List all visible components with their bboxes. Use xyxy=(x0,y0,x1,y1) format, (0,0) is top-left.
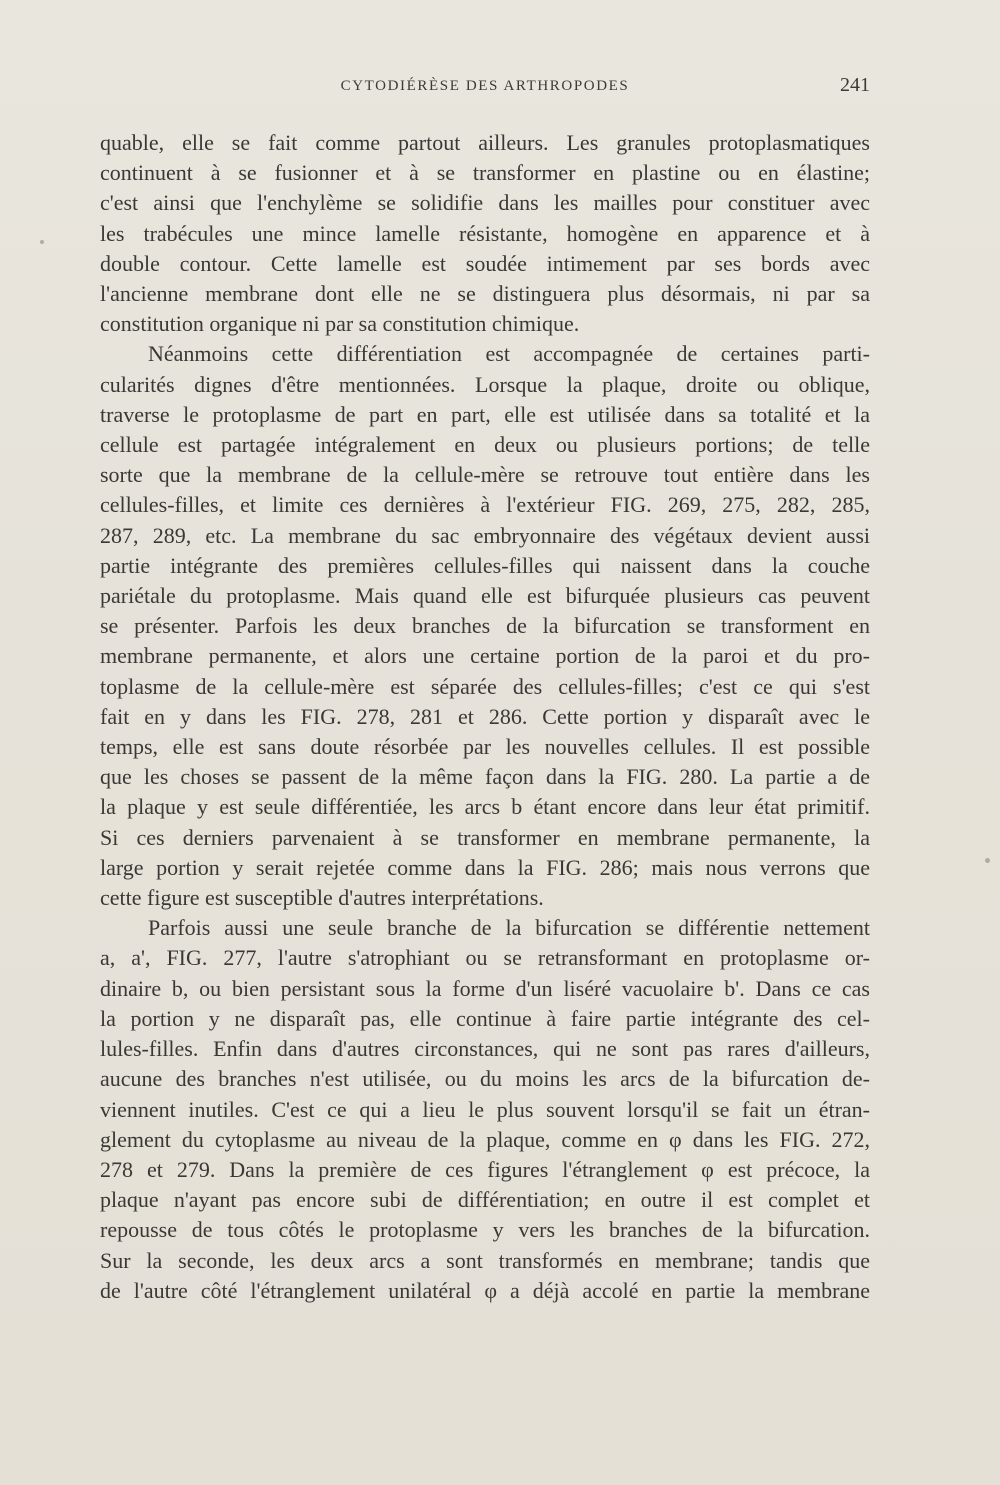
text-line: de l'autre côté l'étranglement unilatéral φ a déjà accolé en partie la membrane xyxy=(100,1277,870,1303)
text-line: c'est ainsi que l'enchylème se solidifie dans les mailles pour constituer avec xyxy=(100,190,870,216)
text-line: a, a', FIG. 277, l'autre s'atrophiant ou se retransformant en protoplasme or- xyxy=(100,945,870,971)
text-line: 287, 289, etc. La membrane du sac embryonnaire des végétaux devient aussi xyxy=(100,522,870,548)
paragraph-1 xyxy=(100,128,870,339)
text-line: cellule est partagée intégralement en deux ou plusieurs portions; de telle xyxy=(100,432,870,458)
running-title: CYTODIÉRÈSE DES ARTHROPODES xyxy=(340,78,630,94)
text-line: dinaire b, ou bien persistant sous la forme d'un liséré vacuolaire b'. Dans ce cas xyxy=(100,975,870,1001)
paragraph-2 xyxy=(100,339,870,913)
text-line: fait en y dans les FIG. 278, 281 et 286. Cette portion y disparaît avec le xyxy=(100,703,870,729)
text-line: repousse de tous côtés le protoplasme y vers les branches de la bifurcation. xyxy=(100,1217,870,1243)
text-line: que les choses se passent de la même façon dans la FIG. 280. La partie a de xyxy=(100,764,870,790)
text-line: viennent inutiles. C'est ce qui a lieu le plus souvent lorsqu'il se fait un étran- xyxy=(100,1096,870,1122)
body-text xyxy=(100,128,870,1306)
text-line: traverse le protoplasme de part en part, elle est utilisée dans sa totalité et la xyxy=(100,401,870,427)
text-line: Sur la seconde, les deux arcs a sont transformés en membrane; tandis que xyxy=(100,1247,870,1273)
page-number: 241 xyxy=(840,74,870,96)
text-line: l'ancienne membrane dont elle ne se distinguera plus désormais, ni par sa xyxy=(100,281,870,307)
text-line: pariétale du protoplasme. Mais quand elle est bifurquée plusieurs cas peuvent xyxy=(100,583,870,609)
text-line: aucune des branches n'est utilisée, ou du moins les arcs de la bifurcation de- xyxy=(100,1066,870,1092)
text-line: membrane permanente, et alors une certaine portion de la paroi et du pro- xyxy=(100,643,870,669)
paragraph-3 xyxy=(100,913,870,1306)
text-line: cellules-filles, et limite ces dernières à l'extérieur FIG. 269, 275, 282, 285, xyxy=(100,492,870,518)
text-line: la portion y ne disparaît pas, elle continue à faire partie intégrante des cel- xyxy=(100,1005,870,1031)
text-line: toplasme de la cellule-mère est séparée des cellules-filles; c'est ce qui s'est xyxy=(100,673,870,699)
text-line: Parfois aussi une seule branche de la bifurcation se différentie nettement xyxy=(148,915,870,941)
text-line: cette figure est susceptible d'autres interprétations. xyxy=(100,885,544,911)
text-line: partie intégrante des premières cellules-filles qui naissent dans la couche xyxy=(100,552,870,578)
text-line: Néanmoins cette différentiation est accompagnée de certaines parti- xyxy=(148,341,870,367)
running-head xyxy=(100,74,870,108)
text-line: lules-filles. Enfin dans d'autres circonstances, qui ne sont pas rares d'ailleurs, xyxy=(100,1036,870,1062)
text-line: continuent à se fusionner et à se transformer en plastine ou en élastine; xyxy=(100,160,870,186)
ink-speck xyxy=(40,240,44,244)
text-line: 278 et 279. Dans la première de ces figures l'étranglement φ est précoce, la xyxy=(100,1156,870,1182)
text-line: plaque n'ayant pas encore subi de différentiation; en outre il est complet et xyxy=(100,1187,870,1213)
text-line: constitution organique ni par sa constitution chimique. xyxy=(100,311,580,337)
text-line: double contour. Cette lamelle est soudée intimement par ses bords avec xyxy=(100,250,870,276)
text-line: cularités dignes d'être mentionnées. Lorsque la plaque, droite ou oblique, xyxy=(100,371,870,397)
text-line: quable, elle se fait comme partout ailleurs. Les granules protoplasmatiques xyxy=(100,130,870,155)
text-line: les trabécules une mince lamelle résistante, homogène en apparence et à xyxy=(100,220,870,246)
text-line: sorte que la membrane de la cellule-mère se retrouve tout entière dans les xyxy=(100,462,870,488)
text-line: glement du cytoplasme au niveau de la plaque, comme en φ dans les FIG. 272, xyxy=(100,1126,870,1152)
ink-speck xyxy=(985,858,990,863)
text-line: temps, elle est sans doute résorbée par les nouvelles cellules. Il est possible xyxy=(100,734,870,760)
text-line: la plaque y est seule différentiée, les arcs b étant encore dans leur état primitif. xyxy=(100,794,870,820)
text-line: large portion y serait rejetée comme dans la FIG. 286; mais nous verrons que xyxy=(100,854,870,880)
text-line: Si ces derniers parvenaient à se transformer en membrane permanente, la xyxy=(100,824,870,850)
text-line: se présenter. Parfois les deux branches de la bifurcation se transforment en xyxy=(100,613,870,639)
